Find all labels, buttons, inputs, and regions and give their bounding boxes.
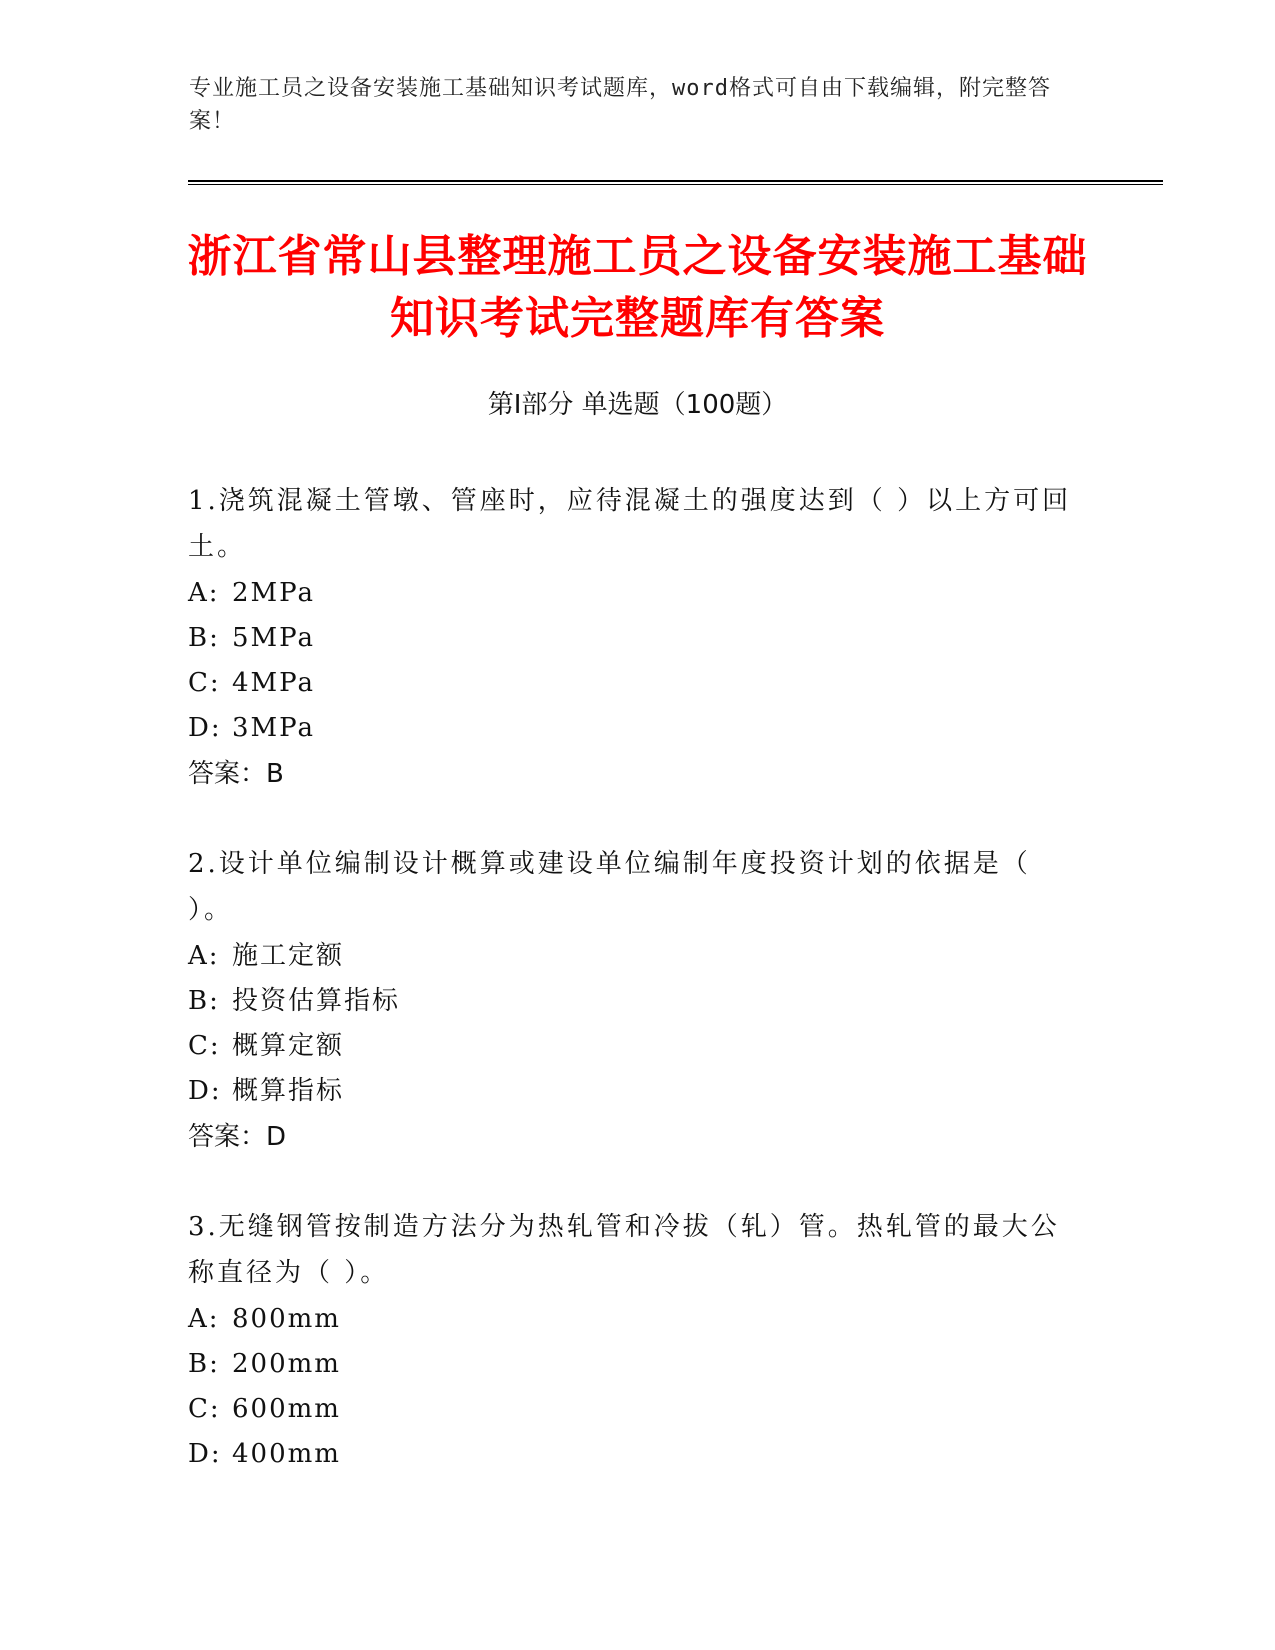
option-text: 2MPa [232, 578, 315, 608]
option-text: 投资估算指标 [232, 986, 401, 1016]
question-stem: 1.浇筑混凝土管墩、管座时，应待混凝土的强度达到（ ）以上方可回土。 [188, 486, 1072, 562]
option-b [188, 979, 1078, 1024]
header-divider-thin [188, 184, 1163, 185]
option-text: 4MPa [232, 668, 315, 698]
option-text: 800mm [232, 1304, 341, 1334]
section-heading: 第Ⅰ部分 单选题（100题） [487, 390, 788, 420]
question-list [188, 478, 1078, 1521]
option-letter: B: [188, 986, 220, 1016]
option-d [188, 1069, 1078, 1114]
option-letter: A: [188, 578, 220, 608]
option-letter: B: [188, 623, 220, 653]
option-b [188, 616, 1078, 661]
option-letter: D: [188, 713, 222, 743]
question-stem: 2.设计单位编制设计概算或建设单位编制年度投资计划的依据是（ ）。 [188, 849, 1031, 925]
option-b [188, 1342, 1078, 1387]
option-letter: D: [188, 1439, 222, 1469]
header-divider [188, 180, 1163, 182]
option-c [188, 1387, 1078, 1432]
option-letter: B: [188, 1349, 220, 1379]
option-c [188, 1024, 1078, 1069]
option-letter: A: [188, 1304, 220, 1334]
option-letter: C: [188, 668, 221, 698]
option-c [188, 661, 1078, 706]
option-text: 5MPa [232, 623, 315, 653]
option-text: 施工定额 [232, 941, 345, 971]
option-text: 400mm [232, 1439, 341, 1469]
option-text: 概算定额 [232, 1031, 345, 1061]
option-a [188, 571, 1078, 616]
option-letter: A: [188, 941, 220, 971]
option-d [188, 1432, 1078, 1477]
document-title: 浙江省常山县整理施工员之设备安装施工基础知识考试完整题库有答案 [187, 231, 1088, 344]
option-text: 600mm [232, 1394, 341, 1424]
option-letter: C: [188, 1031, 221, 1061]
option-a [188, 934, 1078, 979]
answer-line: 答案：B [188, 759, 284, 789]
option-text: 200mm [232, 1349, 341, 1379]
option-text: 3MPa [232, 713, 315, 743]
header-note: 专业施工员之设备安装施工基础知识考试题库，word格式可自由下载编辑，附完整答案！ [189, 76, 1051, 134]
question-stem: 3.无缝钢管按制造方法分为热轧管和冷拔（轧）管。热轧管的最大公称直径为（ ）。 [188, 1212, 1060, 1288]
question-1 [188, 478, 1078, 797]
answer-line: 答案：D [188, 1122, 287, 1152]
option-letter: C: [188, 1394, 221, 1424]
option-a [188, 1297, 1078, 1342]
option-text: 概算指标 [232, 1076, 345, 1106]
option-d [188, 706, 1078, 751]
question-2 [188, 841, 1078, 1160]
question-3 [188, 1204, 1078, 1477]
option-letter: D: [188, 1076, 222, 1106]
